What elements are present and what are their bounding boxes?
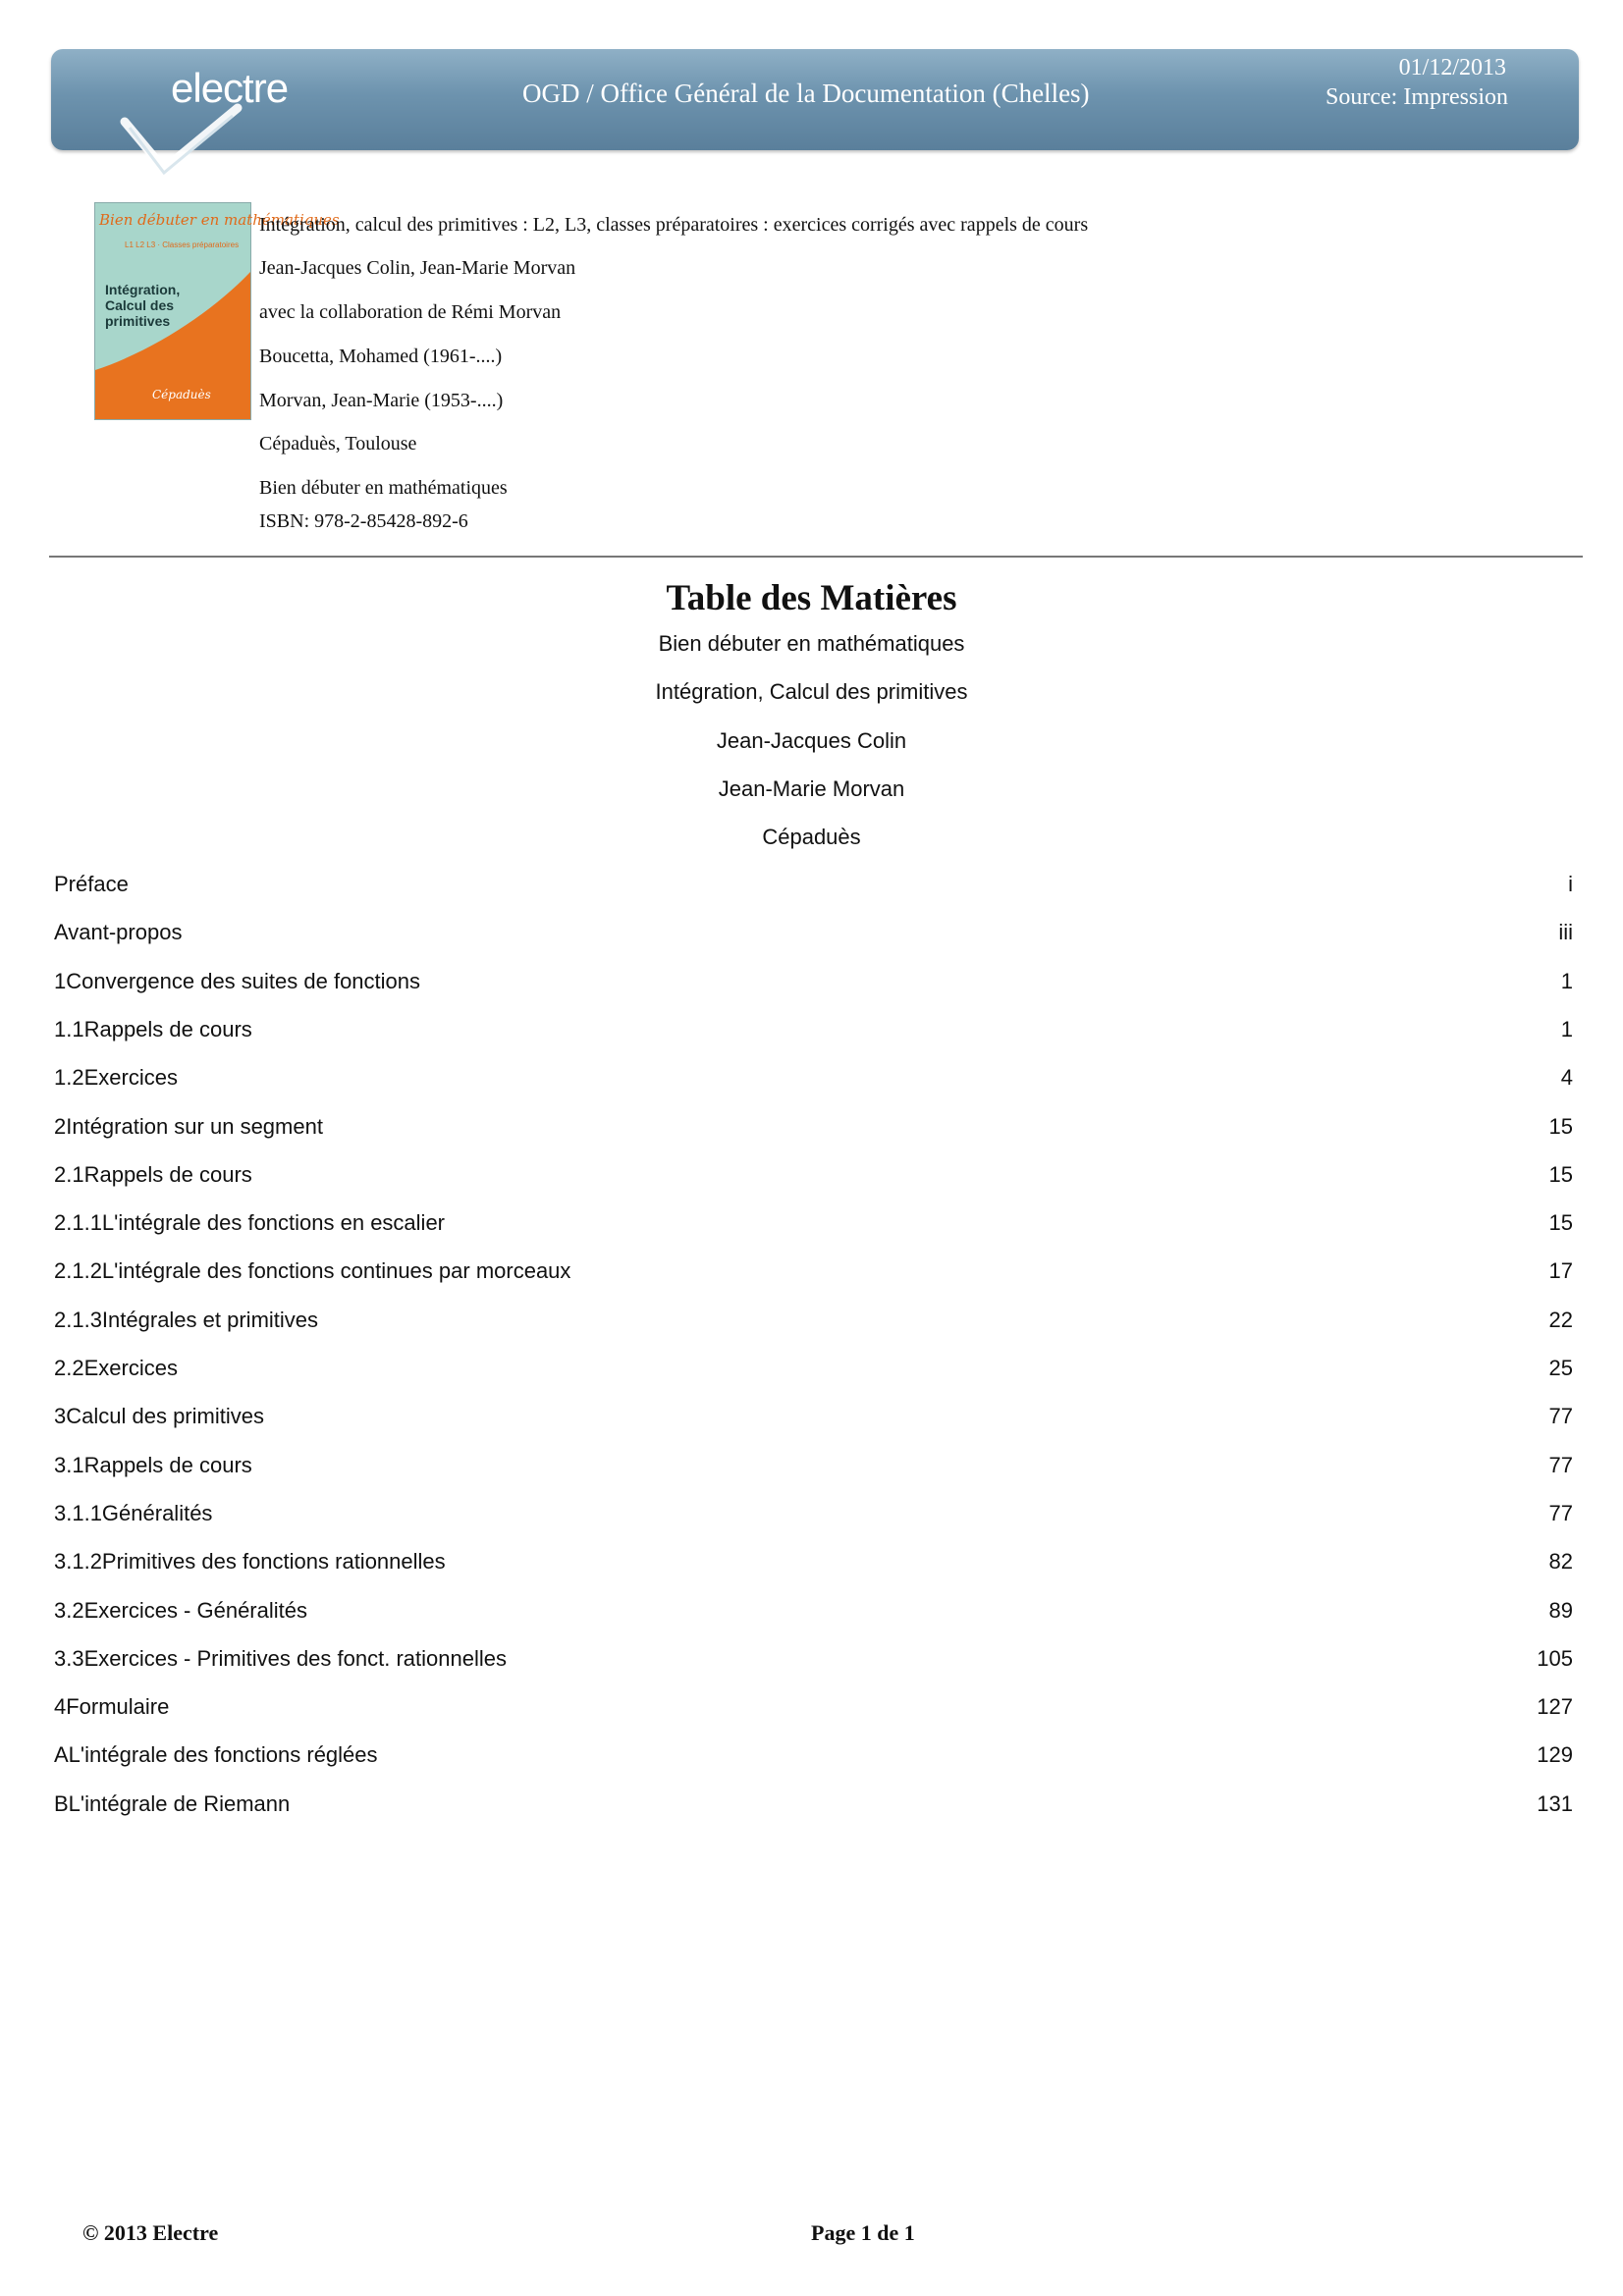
toc-entry-page: 1 — [1560, 1017, 1573, 1041]
toc-entry — [54, 1694, 1573, 1724]
toc-entry-page: i — [1568, 872, 1573, 896]
footer-copyright: © 2013 Electre — [82, 2220, 219, 2245]
logo-text: electre — [171, 65, 289, 111]
toc-entry-page: 82 — [1548, 1549, 1573, 1574]
toc-publisher: Cépaduès — [762, 825, 861, 849]
toc-entry-page: 1 — [1560, 969, 1573, 993]
toc-entry — [54, 1742, 1573, 1772]
toc-entry-label: 3.2Exercices - Généralités — [54, 1598, 307, 1623]
electre-logo — [120, 63, 316, 181]
toc-entry-page: 89 — [1548, 1598, 1573, 1623]
toc-entry-label: 3.1.2Primitives des fonctions rationnelles — [54, 1549, 446, 1574]
toc-entry — [54, 1210, 1573, 1240]
toc-entry-label: 1.2Exercices — [54, 1065, 178, 1090]
toc-heading: Table des Matières — [666, 578, 957, 618]
toc-entry-label: 2Intégration sur un segment — [54, 1114, 323, 1139]
toc-entry-label: 3.1Rappels de cours — [54, 1453, 252, 1477]
book-authors: Jean-Jacques Colin, Jean-Marie Morvan — [259, 257, 576, 279]
toc-entry-label: 2.1.3Intégrales et primitives — [54, 1308, 319, 1332]
toc-entry-page: 15 — [1548, 1210, 1573, 1235]
header-banner — [51, 49, 1579, 150]
section-divider — [49, 556, 1583, 558]
toc-author: Jean-Marie Morvan — [718, 776, 905, 801]
book-cover-image — [94, 202, 340, 420]
cover-subtitle: L1 L2 L3 · Classes préparatoires — [125, 240, 240, 249]
cover-publisher: Cépaduès — [152, 388, 211, 401]
toc-entry — [54, 1162, 1573, 1192]
toc-entry-label: 2.1Rappels de cours — [54, 1162, 252, 1187]
toc-entry — [54, 1258, 1573, 1288]
toc-entry — [54, 1646, 1573, 1676]
toc-entry — [54, 1017, 1573, 1046]
book-publisher: Cépaduès, Toulouse — [259, 433, 417, 454]
print-date: 01/12/2013 — [1398, 55, 1506, 80]
toc-entry-page: 25 — [1548, 1356, 1573, 1380]
toc-entry — [54, 1501, 1573, 1530]
organization-title: OGD / Office Général de la Documentation (Chelles) — [522, 79, 1090, 108]
toc-entry-label: 3.3Exercices - Primitives des fonct. rationnelles — [54, 1646, 507, 1671]
toc-entry — [54, 1308, 1573, 1337]
toc-entry-label: 2.2Exercices — [54, 1356, 178, 1380]
toc-entry — [54, 872, 1573, 901]
toc-book-title: Intégration, Calcul des primitives — [655, 679, 968, 704]
toc-entry-label: Préface — [54, 872, 129, 896]
book-collaboration: avec la collaboration de Rémi Morvan — [259, 301, 562, 323]
toc-entry-label: Avant-propos — [54, 920, 183, 944]
toc-entry — [54, 1598, 1573, 1628]
toc-entry-page: 129 — [1537, 1742, 1573, 1767]
book-series: Bien débuter en mathématiques — [259, 477, 508, 499]
print-source: Source: Impression — [1325, 84, 1508, 110]
toc-entry-page: 17 — [1548, 1258, 1573, 1283]
toc-entry — [54, 1065, 1573, 1095]
toc-entry — [54, 1356, 1573, 1385]
toc-entry-label: 4Formulaire — [54, 1694, 170, 1719]
toc-entry-page: 105 — [1537, 1646, 1573, 1671]
toc-entry-label: 1Convergence des suites de fonctions — [54, 969, 421, 993]
toc-entry-page: 22 — [1548, 1308, 1573, 1332]
book-title: Intégration, calcul des primitives : L2, L3, classes préparatoires : exercices corrigés avec rappels de cours — [259, 214, 1089, 236]
footer-page-number: Page 1 de 1 — [811, 2220, 915, 2245]
book-contributor: Boucetta, Mohamed (1961-....) — [259, 346, 503, 367]
toc-author: Jean-Jacques Colin — [716, 728, 907, 753]
toc-entry — [54, 920, 1573, 949]
toc-entry — [54, 1114, 1573, 1144]
toc-entry-label: BL'intégrale de Riemann — [54, 1791, 291, 1816]
toc-series: Bien débuter en mathématiques — [658, 631, 965, 656]
toc-entry-page: iii — [1558, 920, 1573, 944]
toc-entry-page: 4 — [1560, 1065, 1573, 1090]
toc-entry-page: 127 — [1537, 1694, 1573, 1719]
toc-entry-label: 3Calcul des primitives — [54, 1404, 264, 1428]
toc-entry — [54, 1791, 1573, 1821]
toc-entry-page: 131 — [1537, 1791, 1573, 1816]
toc-entry-page: 15 — [1548, 1162, 1573, 1187]
toc-entry-page: 15 — [1548, 1114, 1573, 1139]
book-contributor: Morvan, Jean-Marie (1953-....) — [259, 390, 504, 411]
toc-entry — [54, 969, 1573, 998]
toc-entry — [54, 1404, 1573, 1433]
toc-entry-label: AL'intégrale des fonctions réglées — [54, 1742, 378, 1767]
toc-entry — [54, 1453, 1573, 1482]
cover-title: Intégration, Calcul des primitives — [105, 282, 181, 329]
cover-series: Bien débuter en mathématiques — [99, 211, 340, 229]
toc-entry-page: 77 — [1548, 1404, 1573, 1428]
book-isbn: ISBN: 978-2-85428-892-6 — [259, 510, 468, 532]
toc-entry-page: 77 — [1548, 1453, 1573, 1477]
toc-entry — [54, 1549, 1573, 1578]
toc-entry-page: 77 — [1548, 1501, 1573, 1525]
toc-entry-label: 2.1.1L'intégrale des fonctions en escalier — [54, 1210, 446, 1235]
toc-entry-label: 1.1Rappels de cours — [54, 1017, 252, 1041]
toc-entry-label: 2.1.2L'intégrale des fonctions continues par morceaux — [54, 1258, 571, 1283]
logo-check-icon — [120, 92, 267, 181]
toc-entry-label: 3.1.1Généralités — [54, 1501, 213, 1525]
